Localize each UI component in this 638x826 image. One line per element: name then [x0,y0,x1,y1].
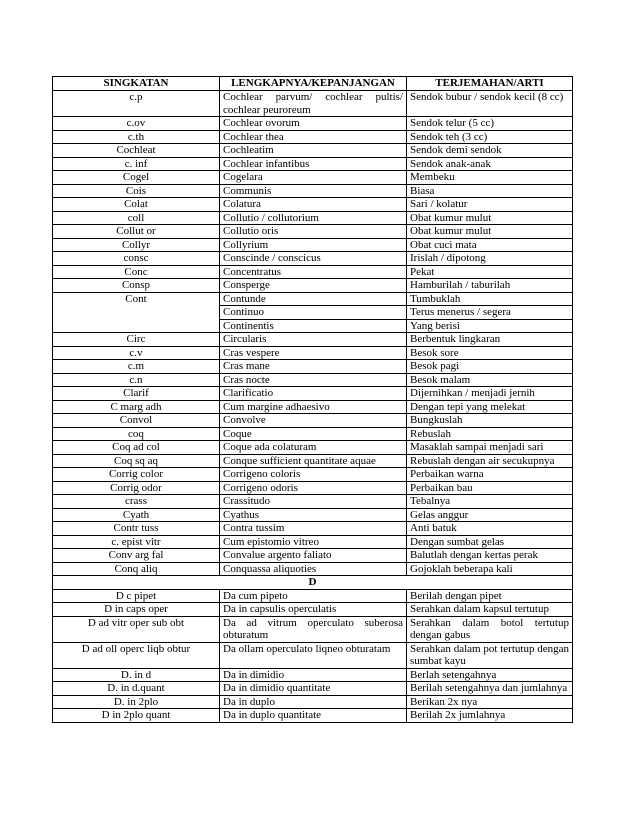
table-row [53,238,573,252]
full-cell: Contra tussim [220,522,407,536]
abbr-cell: D. in 2plo [53,695,220,709]
full-cell: Cochlear thea [220,130,407,144]
table-row [53,441,573,455]
meaning-cell: Gojoklah beberapa kali [407,562,573,576]
table-row [53,709,573,723]
abbr-cell: D. in d.quant [53,682,220,696]
meaning-cell: Obat cuci mata [407,238,573,252]
full-cell: Da ollam operculato liqneo obturatam [220,642,407,668]
meaning-cell: Irislah / dipotong [407,252,573,266]
full-cell: Cochlear parvum/ cochlear pultis/ cochlear peuroreum [220,91,407,117]
meaning-cell: Besok pagi [407,360,573,374]
table-row [53,522,573,536]
meaning-cell: Dengan tepi yang melekat [407,400,573,414]
abbr-cell: Collyr [53,238,220,252]
meaning-cell: Gelas anggur [407,508,573,522]
abbr-cell: D in 2plo quant [53,709,220,723]
abbr-cell: c.v [53,346,220,360]
full-cell: Da in dimidio quantitate [220,682,407,696]
abbr-cell: c. inf [53,157,220,171]
meaning-cell: Yang berisi [407,319,573,333]
table-row [53,616,573,642]
full-cell: Da in dimidio [220,668,407,682]
table-row [53,184,573,198]
abbr-cell: Corrig odor [53,481,220,495]
full-cell: Convalue argento faliato [220,549,407,563]
header-terjemahan: TERJEMAHAN/ARTI [407,77,573,91]
table-row [53,682,573,696]
abbr-cell: Collut or [53,225,220,239]
table-row [53,468,573,482]
full-cell: Collutio oris [220,225,407,239]
meaning-cell: Membeku [407,171,573,185]
abbr-cell: coq [53,427,220,441]
full-cell: Coque [220,427,407,441]
abbr-cell: Cyath [53,508,220,522]
meaning-cell: Berilah setengahnya dan jumlahnya [407,682,573,696]
full-cell: Cras vespere [220,346,407,360]
full-cell: Coque ada colaturam [220,441,407,455]
full-cell: Circularis [220,333,407,347]
meaning-cell: Berilah dengan pipet [407,589,573,603]
meaning-cell: Rebuslah dengan air secukupnya [407,454,573,468]
table-row [53,642,573,668]
full-cell: Da in duplo quantitate [220,709,407,723]
table-row [53,481,573,495]
abbr-cell: D in caps oper [53,603,220,617]
abbr-cell: Contr tuss [53,522,220,536]
meaning-cell: Sendok teh (3 cc) [407,130,573,144]
meaning-cell: Berikan 2x nya [407,695,573,709]
full-cell: Convolve [220,414,407,428]
abbr-cell: D. in d [53,668,220,682]
abbr-cell: D ad vitr oper sub obt [53,616,220,642]
full-cell: Da in duplo [220,695,407,709]
full-cell: Conquassa aliquoties [220,562,407,576]
table-row [53,117,573,131]
full-cell: Da in capsulis operculatis [220,603,407,617]
full-cell: Continuo [220,306,407,320]
table-row [53,225,573,239]
header-lengkapnya: LENGKAPNYA/KEPANJANGAN [220,77,407,91]
table-row [53,211,573,225]
full-cell: Cras mane [220,360,407,374]
meaning-cell: Tebalnya [407,495,573,509]
meaning-cell: Hamburilah / taburilah [407,279,573,293]
full-cell: Da ad vitrum operculato suberosa obturatum [220,616,407,642]
abbr-cell: C marg adh [53,400,220,414]
abbr-cell: c.n [53,373,220,387]
full-cell: Cogelara [220,171,407,185]
meaning-cell: Besok malam [407,373,573,387]
section-row-d [53,576,573,590]
full-cell: Consperge [220,279,407,293]
abbr-cell: Cogel [53,171,220,185]
full-cell: Collutio / collutorium [220,211,407,225]
full-cell: Colatura [220,198,407,212]
abbr-cell: D ad oll operc liqb obtur [53,642,220,668]
abbr-cell: Cochleat [53,144,220,158]
full-cell: Corrigeno coloris [220,468,407,482]
full-cell: Da cum pipeto [220,589,407,603]
abbr-cell: Conv arg fal [53,549,220,563]
full-cell: Conque sufficient quantitate aquae [220,454,407,468]
abbreviation-table [52,76,573,723]
full-cell: Contunde [220,292,407,306]
table-row [53,562,573,576]
meaning-cell: Berilah 2x jumlahnya [407,709,573,723]
header-singkatan: SINGKATAN [53,77,220,91]
full-cell: Crassitudo [220,495,407,509]
meaning-cell: Obat kumur mulut [407,225,573,239]
abbr-cell: Clarif [53,387,220,401]
abbr-cell: Conq aliq [53,562,220,576]
full-cell: Concentratus [220,265,407,279]
full-cell: Cochleatim [220,144,407,158]
table-row [53,549,573,563]
table-row [53,589,573,603]
meaning-cell: Biasa [407,184,573,198]
table-row [53,603,573,617]
meaning-cell: Perbaikan warna [407,468,573,482]
meaning-cell: Obat kumur mulut [407,211,573,225]
abbr-cell: Colat [53,198,220,212]
abbr-cell: crass [53,495,220,509]
table-row [53,130,573,144]
meaning-cell: Sendok demi sendok [407,144,573,158]
section-heading: D [53,576,573,590]
table-row [53,427,573,441]
meaning-cell: Tumbuklah [407,292,573,306]
full-cell: Clarificatio [220,387,407,401]
meaning-cell: Serahkan dalam kapsul tertutup [407,603,573,617]
meaning-cell: Perbaikan bau [407,481,573,495]
meaning-cell: Dengan sumbat gelas [407,535,573,549]
full-cell: Cochlear infantibus [220,157,407,171]
abbr-cell: coll [53,211,220,225]
full-cell: Collyrium [220,238,407,252]
table-row [53,279,573,293]
table-row [53,668,573,682]
table-row [53,346,573,360]
meaning-cell: Dijernihkan / menjadi jernih [407,387,573,401]
abbr-cell: D c pipet [53,589,220,603]
full-cell: Cum margine adhaesivo [220,400,407,414]
abbr-cell: c.m [53,360,220,374]
table-row [53,508,573,522]
meaning-cell: Terus menerus / segera [407,306,573,320]
table-row [53,265,573,279]
meaning-cell: Sendok bubur / sendok kecil (8 cc) [407,91,573,117]
meaning-cell: Masaklah sampai menjadi sari [407,441,573,455]
abbr-cell: Consp [53,279,220,293]
abbr-cell: c.ov [53,117,220,131]
full-cell: Continentis [220,319,407,333]
meaning-cell: Balutlah dengan kertas perak [407,549,573,563]
table-row [53,454,573,468]
table-row [53,252,573,266]
meaning-cell: Sendok anak-anak [407,157,573,171]
table-row [53,333,573,347]
table-row [53,157,573,171]
abbr-cell: Circ [53,333,220,347]
abbr-cell: c.th [53,130,220,144]
table-row [53,495,573,509]
full-cell: Cras nocte [220,373,407,387]
full-cell: Cochlear ovorum [220,117,407,131]
abbr-cell: Coq sq aq [53,454,220,468]
abbr-cell: c.p [53,91,220,117]
meaning-cell: Anti batuk [407,522,573,536]
meaning-cell: Sari / kolatur [407,198,573,212]
table-row [53,198,573,212]
abbr-cell: Coq ad col [53,441,220,455]
table-row [53,360,573,374]
meaning-cell: Besok sore [407,346,573,360]
table-row [53,373,573,387]
table-row [53,400,573,414]
meaning-cell: Pekat [407,265,573,279]
table-row [53,292,573,306]
abbr-cell: c. epist vitr [53,535,220,549]
meaning-cell: Rebuslah [407,427,573,441]
table-row [53,387,573,401]
meaning-cell: Sendok telur (5 cc) [407,117,573,131]
full-cell: Corrigeno odoris [220,481,407,495]
meaning-cell: Serahkan dalam pot tertutup dengan sumbat kayu [407,642,573,668]
meaning-cell: Bungkuslah [407,414,573,428]
full-cell: Conscinde / conscicus [220,252,407,266]
meaning-cell: Serahkan dalam botol tertutup dengan gabus [407,616,573,642]
table-row [53,144,573,158]
table-row [53,171,573,185]
abbr-cell: consc [53,252,220,266]
abbr-cell: Corrig color [53,468,220,482]
table-header-row [53,77,573,91]
table-row [53,535,573,549]
meaning-cell: Berlah setengahnya [407,668,573,682]
full-cell: Cum epistomio vitreo [220,535,407,549]
abbr-cell: Conc [53,265,220,279]
table-row [53,414,573,428]
abbr-cell: Cont [53,292,220,333]
abbr-cell: Convol [53,414,220,428]
abbr-cell: Cois [53,184,220,198]
table-row [53,91,573,117]
table-row [53,695,573,709]
meaning-cell: Berbentuk lingkaran [407,333,573,347]
full-cell: Cyathus [220,508,407,522]
full-cell: Communis [220,184,407,198]
